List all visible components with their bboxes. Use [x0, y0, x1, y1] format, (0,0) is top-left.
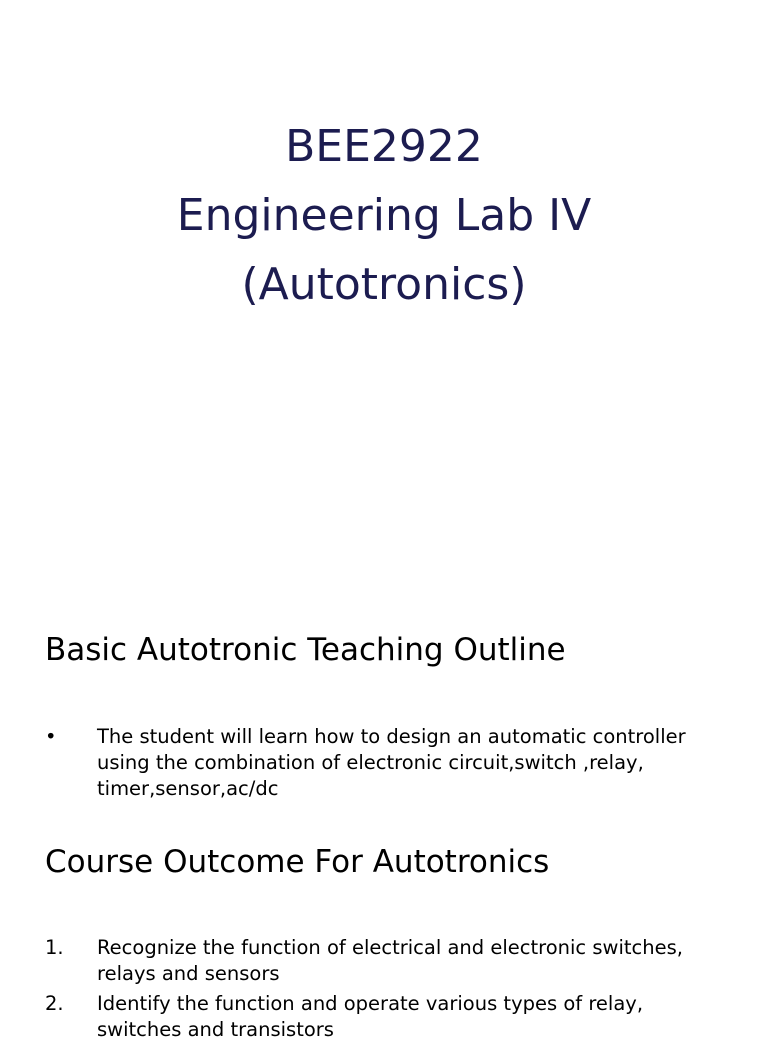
- outline-list: [45, 724, 705, 806]
- course-subtitle: (Autotronics): [241, 259, 527, 310]
- list-item-text: Identify the function and operate various types of relay, switches and transistors: [97, 992, 644, 1041]
- outcome-list: [45, 935, 705, 1047]
- bullet-marker: •: [45, 725, 57, 748]
- outline-heading: Basic Autotronic Teaching Outline: [45, 632, 566, 668]
- course-name: Engineering Lab IV: [176, 190, 592, 241]
- list-item-text: Recognize the function of electrical and electronic switches, relays and sensors: [97, 936, 683, 985]
- list-item: [45, 935, 705, 987]
- list-item: [45, 991, 705, 1043]
- list-item-text: The student will learn how to design an automatic controller using the combination of electronic circuit,switch ,relay, timer,sensor,ac/dc: [97, 725, 686, 800]
- number-marker: 2.: [45, 992, 64, 1015]
- outcome-heading: Course Outcome For Autotronics: [45, 844, 550, 880]
- number-marker: 1.: [45, 936, 64, 959]
- course-code: BEE2922: [285, 121, 483, 172]
- document-title: [0, 112, 768, 319]
- list-item: [45, 724, 705, 802]
